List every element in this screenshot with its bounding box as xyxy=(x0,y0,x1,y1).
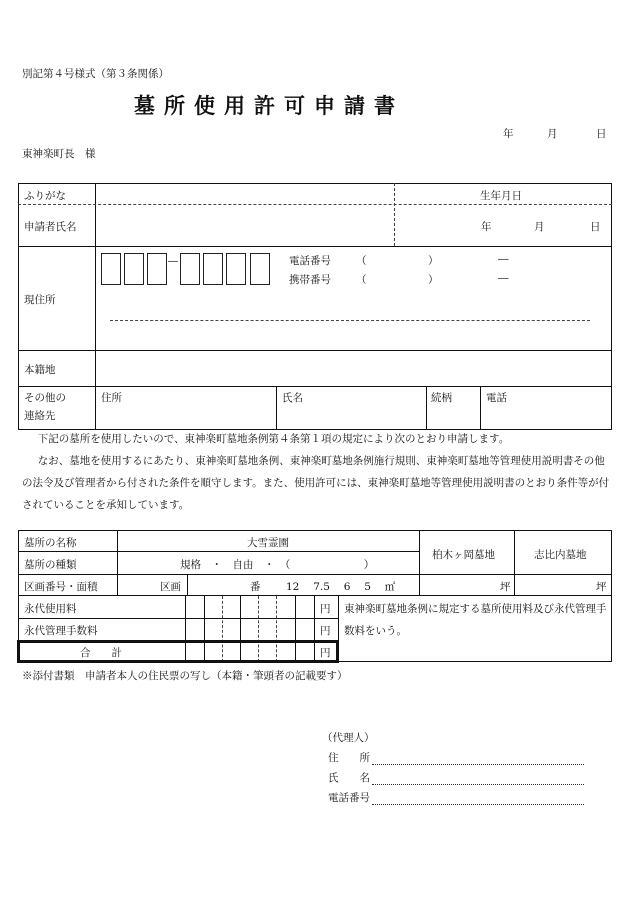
agent-phone-line[interactable] xyxy=(372,804,584,805)
lot-ku-label: 区画 xyxy=(160,581,181,593)
contact-relation-label: 続柄 xyxy=(431,392,452,404)
zip-box-3[interactable] xyxy=(147,253,167,285)
address-input[interactable] xyxy=(110,296,590,318)
applicant-name-label: 申請者氏名 xyxy=(24,221,77,233)
agent-address-label: 住 所 xyxy=(328,752,370,764)
zip-box-6[interactable] xyxy=(226,253,246,285)
zip-box-5[interactable] xyxy=(203,253,223,285)
perpetual-fee-label: 永代使用料 xyxy=(24,603,77,615)
other-contact-label: その他の 連絡先 xyxy=(24,392,66,422)
contact-address-label: 住所 xyxy=(101,392,122,404)
statement-paragraph-2: なお、墓地を使用するにあたり、東神楽町墓地条例、東神楽町墓地条例施行規則、東神楽町墓地等管理使用説明書その他の法令及び管理者から付された条件を順守します。また、使用許可には、東神楽町墓地等管理使用説明書のとおり条件等が付されていることを承知しています。 xyxy=(22,455,610,511)
attachment-note: ※添付書類 申請者本人の住民票の写し（本籍・筆頭者の記載要す） xyxy=(22,670,348,682)
mobile-close-paren: ） xyxy=(428,274,439,286)
phone-label: 電話番号 xyxy=(289,255,331,267)
birth-day-label: 日 xyxy=(590,221,601,233)
yen-unit-1: 円 xyxy=(320,603,331,615)
grave-type-label: 墓所の種類 xyxy=(24,559,77,571)
address-label: 現住所 xyxy=(24,294,56,306)
total-highlight-box xyxy=(17,640,339,663)
statement-paragraph-1: 下記の墓所を使用したいので、東神楽町墓地条例第４条第１項の規定により次のとおり申請します。 xyxy=(37,433,510,445)
yen-unit-3: 円 xyxy=(320,647,331,659)
agent-name-line[interactable] xyxy=(372,784,584,785)
birth-date-label: 生年月日 xyxy=(480,190,522,202)
tsubo-unit-2: 坪 xyxy=(596,581,607,593)
mobile-open-paren: （ xyxy=(356,274,367,286)
cemetery-kashiwagi: 柏木ヶ岡墓地 xyxy=(432,549,495,561)
agent-label: （代理人） xyxy=(322,732,375,744)
phone-close-paren: ） xyxy=(428,255,439,267)
contact-name-label: 氏名 xyxy=(282,392,303,404)
mobile-dash: ― xyxy=(498,272,509,284)
agent-name-label: 氏 名 xyxy=(328,772,370,784)
cemetery-shibinai: 志比内墓地 xyxy=(534,549,587,561)
maintenance-fee-label: 永代管理手数料 xyxy=(24,625,98,637)
contact-phone-label: 電話 xyxy=(486,392,507,404)
lot-ban-label: 番 xyxy=(250,581,261,593)
mobile-label: 携帯番号 xyxy=(289,274,331,286)
form-number: 別記第４号様式（第３条関係） xyxy=(22,68,169,80)
lot-area-value: 12 7.5 6 5 ㎡ xyxy=(286,581,396,593)
furigana-input[interactable] xyxy=(97,185,392,203)
agent-address-line[interactable] xyxy=(372,764,584,765)
date-day: 日 xyxy=(596,128,607,140)
grave-name-value: 大雪霊園 xyxy=(247,537,289,549)
phone-open-paren: （ xyxy=(356,255,367,267)
date-month: 月 xyxy=(547,128,558,140)
zip-box-7[interactable] xyxy=(250,253,270,285)
tsubo-unit-1: 坪 xyxy=(500,581,511,593)
grave-name-label: 墓所の名称 xyxy=(24,537,77,549)
phone-dash: ― xyxy=(498,253,509,265)
fee-note: 東神楽町墓地条例に規定する墓所使用料及び永代管理手数料をいう。 xyxy=(344,603,607,637)
total-label: 合 計 xyxy=(80,647,122,659)
lot-label: 区画番号・面積 xyxy=(24,581,98,593)
grave-type-options: 規格 ・ 自由 ・ （ ） xyxy=(180,559,375,571)
domicile-input[interactable] xyxy=(97,352,610,384)
birth-year-label: 年 xyxy=(481,221,492,233)
domicile-label: 本籍地 xyxy=(24,364,56,376)
yen-unit-2: 円 xyxy=(320,625,331,637)
agent-phone-label: 電話番号 xyxy=(328,792,370,804)
zip-dash: ― xyxy=(168,256,178,267)
birth-month-label: 月 xyxy=(534,221,545,233)
applicant-name-input[interactable] xyxy=(97,206,392,244)
page-title: 墓所使用許可申請書 xyxy=(134,93,404,118)
zip-box-2[interactable] xyxy=(124,253,144,285)
date-year: 年 xyxy=(503,128,514,140)
zip-box-1[interactable] xyxy=(101,253,121,285)
zip-box-4[interactable] xyxy=(180,253,200,285)
addressee: 東神楽町長 様 xyxy=(22,148,96,160)
furigana-label: ふりがな xyxy=(24,190,66,202)
